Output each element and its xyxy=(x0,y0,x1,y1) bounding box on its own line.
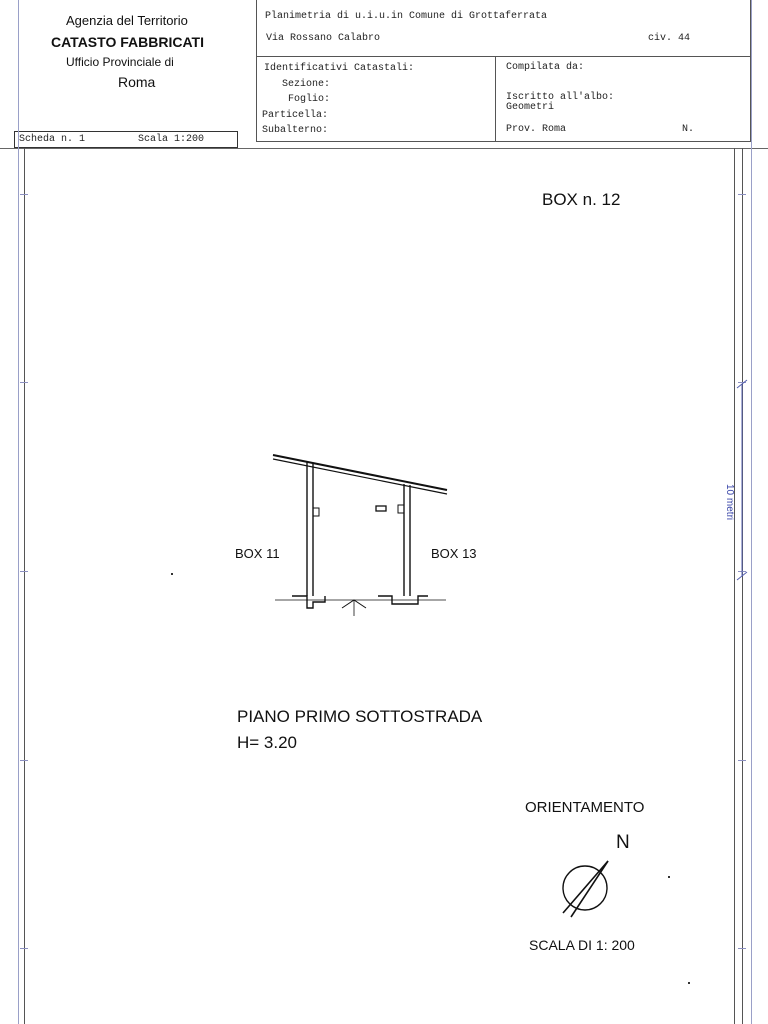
civic-number: civ. 44 xyxy=(648,33,691,44)
registered-label: Iscritto all'albo: xyxy=(506,92,615,103)
floor-label: PIANO PRIMO SOTTOSTRADA xyxy=(237,707,483,726)
profession-value: Geometri xyxy=(506,102,555,113)
sheet-scale: Scala 1:200 xyxy=(138,134,205,145)
orientation-label: ORIENTAMENTO xyxy=(525,799,645,816)
sheet-number: Scheda n. 1 xyxy=(19,134,86,145)
drawing-right-outer-border xyxy=(742,148,743,1024)
info-table-bottom-rule xyxy=(256,141,751,142)
identifiers-label: Identificativi Catastali: xyxy=(264,63,415,74)
department-name: CATASTO FABBRICATI xyxy=(51,34,204,50)
street-address: Via Rossano Calabro xyxy=(266,33,381,44)
info-table-divider xyxy=(495,56,496,142)
left-guide-line xyxy=(18,0,19,1024)
side-scale-label: 10 metri xyxy=(724,484,735,521)
height-label: H= 3.20 xyxy=(237,733,298,752)
margin-tick xyxy=(20,948,28,949)
margin-tick xyxy=(20,194,28,195)
agency-name: Agenzia del Territorio xyxy=(66,13,188,28)
office-name: Ufficio Provinciale di xyxy=(66,55,174,69)
info-table-mid-rule xyxy=(256,56,751,57)
stray-dot xyxy=(688,982,690,984)
sezione-label: Sezione: xyxy=(282,79,331,90)
box-left-label: BOX 11 xyxy=(235,546,280,561)
margin-tick xyxy=(20,382,28,383)
margin-tick xyxy=(20,760,28,761)
north-label: N xyxy=(616,832,630,853)
stray-dot xyxy=(668,876,670,878)
drawing-left-border xyxy=(24,148,25,1024)
stray-dot xyxy=(171,573,173,575)
top-guide-line xyxy=(0,148,768,149)
scale-label: SCALA DI 1: 200 xyxy=(529,937,635,953)
compiled-by-label: Compilata da: xyxy=(506,62,585,73)
margin-tick xyxy=(738,948,746,949)
drawing-right-border xyxy=(734,148,735,1024)
side-scale-bar xyxy=(732,376,752,586)
office-city: Roma xyxy=(118,74,156,90)
plan-title: Planimetria di u.i.u.in Comune di Grottaferrata xyxy=(265,11,548,22)
floor-plan xyxy=(270,450,450,620)
margin-tick xyxy=(20,571,28,572)
north-arrow-icon xyxy=(555,855,625,925)
info-table-left-border xyxy=(256,0,257,142)
particella-label: Particella: xyxy=(262,110,329,121)
subalterno-label: Subalterno: xyxy=(262,125,329,136)
foglio-label: Foglio: xyxy=(288,94,331,105)
margin-tick xyxy=(738,760,746,761)
box-title: BOX n. 12 xyxy=(542,190,621,209)
margin-tick xyxy=(738,194,746,195)
province-value: Prov. Roma xyxy=(506,124,567,135)
box-right-label: BOX 13 xyxy=(431,546,477,561)
registration-number-label: N. xyxy=(682,124,695,135)
